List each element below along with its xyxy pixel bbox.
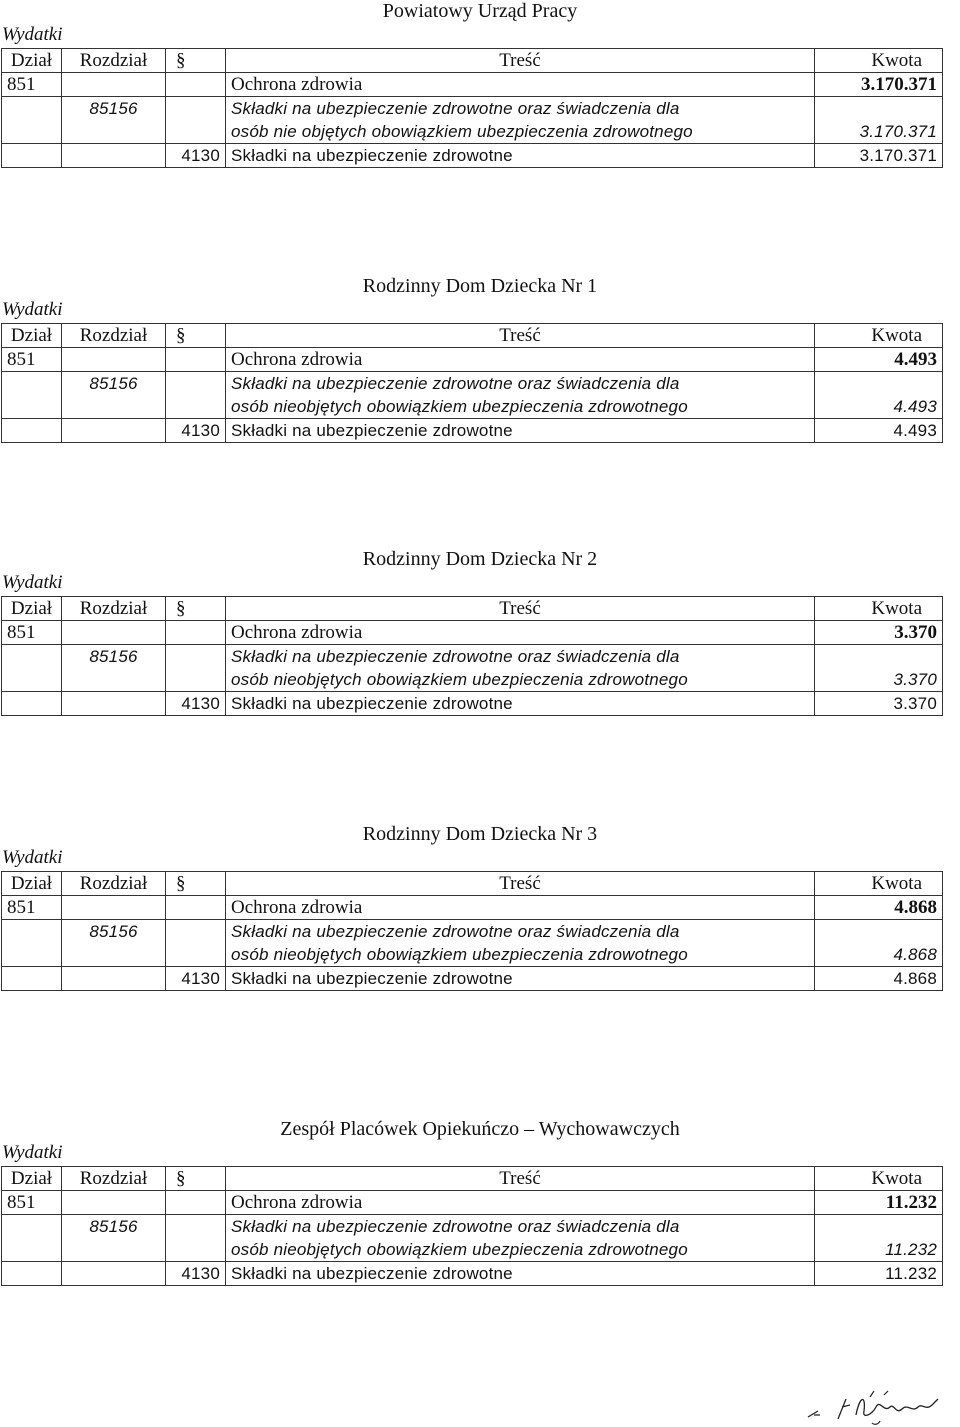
header-dzial: Dział [2, 872, 62, 896]
section-title: Rodzinny Dom Dziecka Nr 1 [362, 275, 598, 297]
dzial-amount: 11.232 [815, 1191, 943, 1215]
header-paragraf: § [166, 49, 226, 73]
empty-cell [166, 348, 226, 372]
table-row-dzial [2, 348, 943, 372]
header-tresc: Treść [226, 324, 815, 348]
empty-cell [62, 1262, 166, 1286]
table-row-dzial [2, 1191, 943, 1215]
dzial-code: 851 [2, 1191, 62, 1215]
header-kwota: Kwota [815, 597, 943, 621]
header-rozdzial: Rozdział [62, 324, 166, 348]
table-row-rozdzial [2, 97, 943, 144]
table-row-paragraf [2, 967, 943, 991]
header-rozdzial: Rozdział [62, 597, 166, 621]
rozdzial-code: 85156 [62, 97, 166, 144]
header-tresc: Treść [226, 49, 815, 73]
dzial-code: 851 [2, 348, 62, 372]
header-tresc: Treść [226, 597, 815, 621]
empty-cell [2, 1215, 62, 1262]
header-paragraf: § [166, 1167, 226, 1191]
budget-table [1, 1166, 943, 1286]
rozdzial-line1: Składki na ubezpieczenie zdrowotne oraz świadczenia dla [231, 1217, 680, 1236]
empty-cell [166, 73, 226, 97]
empty-cell [2, 1262, 62, 1286]
header-rozdzial: Rozdział [62, 49, 166, 73]
rozdzial-line2: osób nieobjętych obowiązkiem ubezpieczenia zdrowotnego [231, 397, 688, 416]
rozdzial-code: 85156 [62, 1215, 166, 1262]
rozdzial-amount: 11.232 [815, 1215, 943, 1262]
empty-cell [166, 372, 226, 419]
paragraf-name: Składki na ubezpieczenie zdrowotne [226, 967, 815, 991]
section-title: Zespół Placówek Opiekuńczo – Wychowawczych [280, 1118, 680, 1140]
dzial-amount: 3.370 [815, 621, 943, 645]
empty-cell [2, 372, 62, 419]
empty-cell [62, 73, 166, 97]
budget-table [1, 323, 943, 443]
wydatki-label: Wydatki [2, 24, 63, 45]
table-row-dzial [2, 621, 943, 645]
empty-cell [166, 1191, 226, 1215]
header-kwota: Kwota [815, 324, 943, 348]
dzial-name: Ochrona zdrowia [226, 1191, 815, 1215]
dzial-amount: 4.493 [815, 348, 943, 372]
table-header-row [2, 872, 943, 896]
rozdzial-description [226, 1215, 815, 1262]
header-kwota: Kwota [815, 872, 943, 896]
dzial-name: Ochrona zdrowia [226, 896, 815, 920]
paragraf-amount: 11.232 [815, 1262, 943, 1286]
dzial-name: Ochrona zdrowia [226, 621, 815, 645]
paragraf-amount: 3.170.371 [815, 144, 943, 168]
empty-cell [2, 419, 62, 443]
empty-cell [2, 692, 62, 716]
dzial-amount: 3.170.371 [815, 73, 943, 97]
header-dzial: Dział [2, 597, 62, 621]
empty-cell [166, 1215, 226, 1262]
paragraf-name: Składki na ubezpieczenie zdrowotne [226, 144, 815, 168]
empty-cell [62, 621, 166, 645]
paragraf-code: 4130 [166, 1262, 226, 1286]
paragraf-name: Składki na ubezpieczenie zdrowotne [226, 419, 815, 443]
table-header-row [2, 49, 943, 73]
table-header-row [2, 1167, 943, 1191]
rozdzial-code: 85156 [62, 372, 166, 419]
paragraf-name: Składki na ubezpieczenie zdrowotne [226, 1262, 815, 1286]
empty-cell [166, 896, 226, 920]
empty-cell [166, 920, 226, 967]
rozdzial-description [226, 645, 815, 692]
rozdzial-line2: osób nieobjętych obowiązkiem ubezpieczenia zdrowotnego [231, 1240, 688, 1259]
table-row-rozdzial [2, 1215, 943, 1262]
rozdzial-line2: osób nieobjętych obowiązkiem ubezpieczenia zdrowotnego [231, 945, 688, 964]
empty-cell [62, 1191, 166, 1215]
header-kwota: Kwota [815, 49, 943, 73]
table-row-dzial [2, 73, 943, 97]
paragraf-code: 4130 [166, 144, 226, 168]
dzial-code: 851 [2, 73, 62, 97]
handwritten-signature [800, 1385, 960, 1425]
table-row-dzial [2, 896, 943, 920]
empty-cell [2, 97, 62, 144]
header-dzial: Dział [2, 1167, 62, 1191]
rozdzial-line1: Składki na ubezpieczenie zdrowotne oraz świadczenia dla [231, 374, 680, 393]
rozdzial-amount: 3.170.371 [815, 97, 943, 144]
header-paragraf: § [166, 324, 226, 348]
rozdzial-amount: 3.370 [815, 645, 943, 692]
rozdzial-code: 85156 [62, 645, 166, 692]
rozdzial-line1: Składki na ubezpieczenie zdrowotne oraz świadczenia dla [231, 922, 680, 941]
section-title: Rodzinny Dom Dziecka Nr 3 [362, 823, 598, 845]
budget-table [1, 596, 943, 716]
rozdzial-code: 85156 [62, 920, 166, 967]
table-row-paragraf [2, 692, 943, 716]
empty-cell [166, 645, 226, 692]
empty-cell [166, 621, 226, 645]
empty-cell [62, 144, 166, 168]
empty-cell [62, 348, 166, 372]
table-header-row [2, 324, 943, 348]
paragraf-amount: 4.868 [815, 967, 943, 991]
wydatki-label: Wydatki [2, 847, 63, 868]
table-row-rozdzial [2, 372, 943, 419]
rozdzial-description [226, 920, 815, 967]
wydatki-label: Wydatki [2, 299, 63, 320]
dzial-code: 851 [2, 896, 62, 920]
empty-cell [166, 97, 226, 144]
header-rozdzial: Rozdział [62, 1167, 166, 1191]
paragraf-name: Składki na ubezpieczenie zdrowotne [226, 692, 815, 716]
empty-cell [2, 645, 62, 692]
rozdzial-description [226, 372, 815, 419]
paragraf-code: 4130 [166, 692, 226, 716]
section-title: Powiatowy Urząd Pracy [382, 0, 578, 22]
header-paragraf: § [166, 872, 226, 896]
paragraf-code: 4130 [166, 967, 226, 991]
rozdzial-line1: Składki na ubezpieczenie zdrowotne oraz świadczenia dla [231, 647, 680, 666]
budget-table [1, 48, 943, 168]
table-row-rozdzial [2, 645, 943, 692]
rozdzial-line2: osób nie objętych obowiązkiem ubezpieczenia zdrowotnego [231, 122, 693, 141]
header-kwota: Kwota [815, 1167, 943, 1191]
header-paragraf: § [166, 597, 226, 621]
header-rozdzial: Rozdział [62, 872, 166, 896]
header-tresc: Treść [226, 872, 815, 896]
empty-cell [2, 967, 62, 991]
wydatki-label: Wydatki [2, 572, 63, 593]
header-dzial: Dział [2, 324, 62, 348]
wydatki-label: Wydatki [2, 1142, 63, 1163]
dzial-code: 851 [2, 621, 62, 645]
rozdzial-description [226, 97, 815, 144]
table-row-rozdzial [2, 920, 943, 967]
dzial-name: Ochrona zdrowia [226, 348, 815, 372]
paragraf-amount: 3.370 [815, 692, 943, 716]
rozdzial-amount: 4.868 [815, 920, 943, 967]
rozdzial-line1: Składki na ubezpieczenie zdrowotne oraz świadczenia dla [231, 99, 680, 118]
empty-cell [2, 144, 62, 168]
dzial-amount: 4.868 [815, 896, 943, 920]
budget-table [1, 871, 943, 991]
section-title: Rodzinny Dom Dziecka Nr 2 [362, 548, 598, 570]
paragraf-amount: 4.493 [815, 419, 943, 443]
empty-cell [62, 967, 166, 991]
header-dzial: Dział [2, 49, 62, 73]
empty-cell [62, 692, 166, 716]
empty-cell [62, 896, 166, 920]
rozdzial-amount: 4.493 [815, 372, 943, 419]
empty-cell [2, 920, 62, 967]
paragraf-code: 4130 [166, 419, 226, 443]
empty-cell [62, 419, 166, 443]
table-row-paragraf [2, 419, 943, 443]
rozdzial-line2: osób nieobjętych obowiązkiem ubezpieczenia zdrowotnego [231, 670, 688, 689]
table-header-row [2, 597, 943, 621]
header-tresc: Treść [226, 1167, 815, 1191]
dzial-name: Ochrona zdrowia [226, 73, 815, 97]
table-row-paragraf [2, 144, 943, 168]
table-row-paragraf [2, 1262, 943, 1286]
